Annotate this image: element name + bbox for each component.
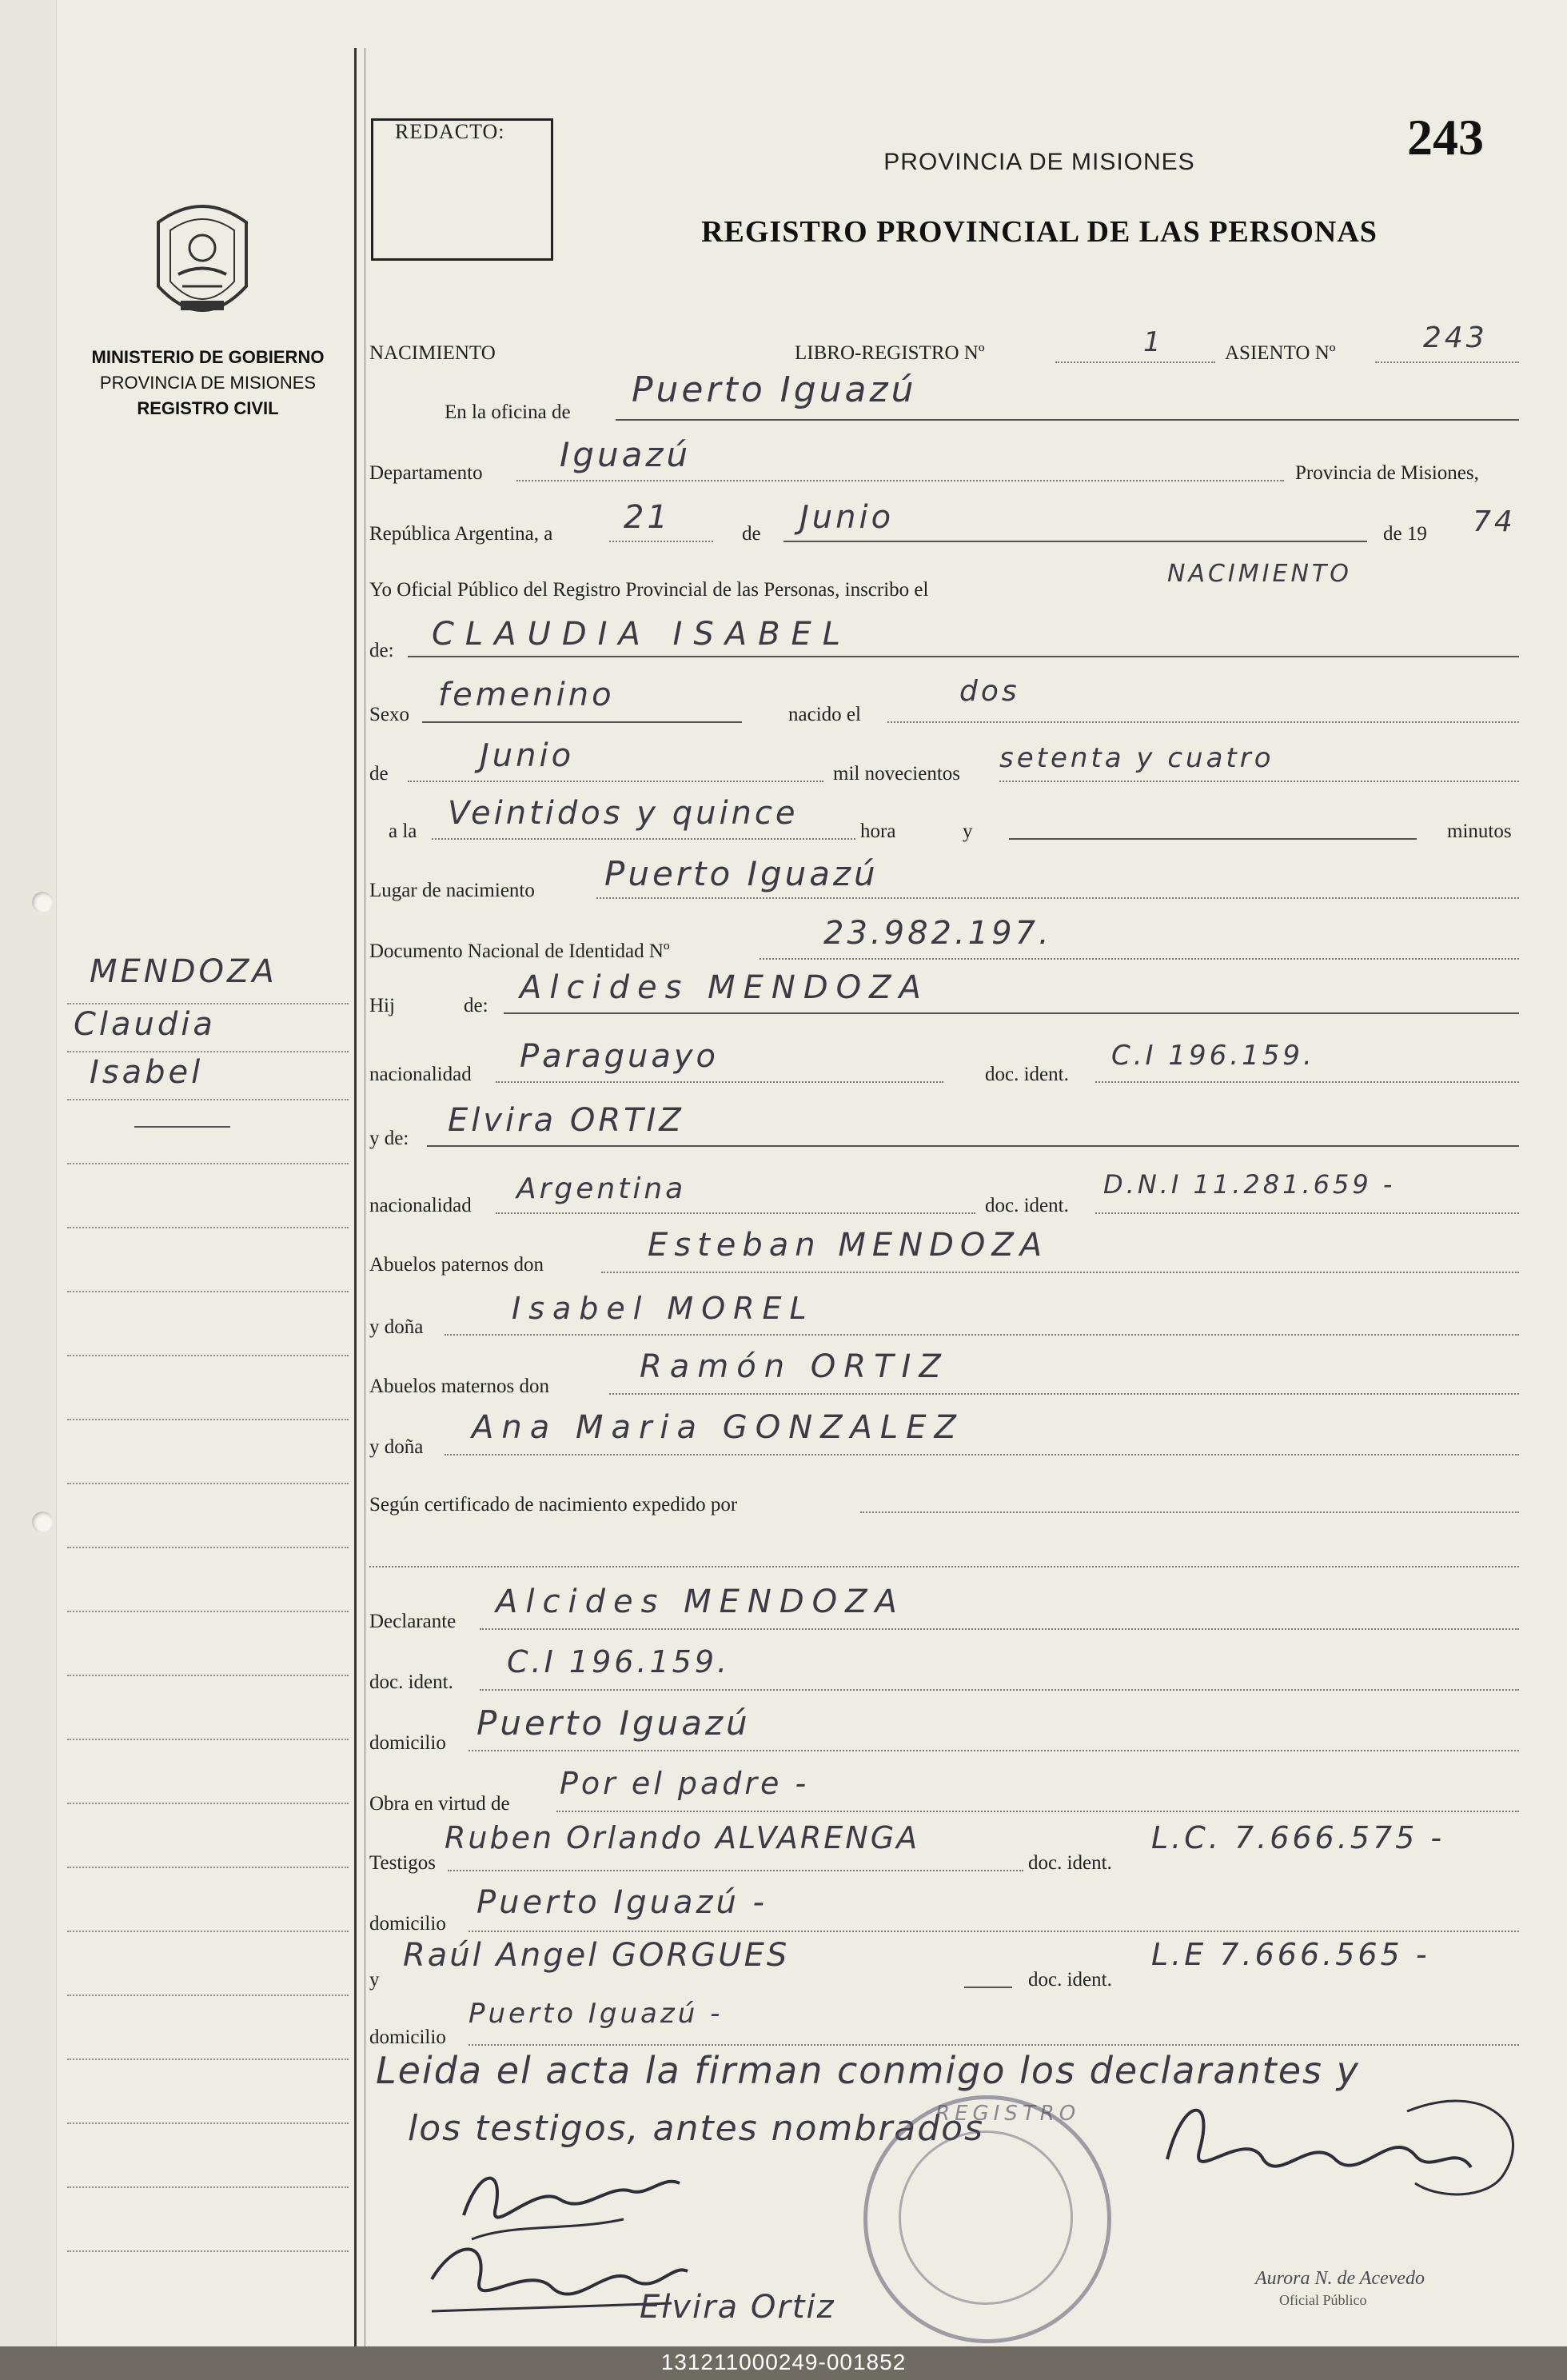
testigo1-value: Ruben Orlando ALVARENGA (445, 1820, 920, 1855)
provincial-seal-icon (142, 198, 262, 326)
doc-testigo1-label: doc. ident. (1028, 1852, 1112, 1874)
dia-value: 21 (624, 499, 671, 536)
oficina-label: En la oficina de (445, 401, 571, 423)
minutos-line (1009, 838, 1417, 840)
nacido-mes-line (408, 781, 823, 782)
official-title: Oficial Público (1279, 2292, 1367, 2308)
nacionalidad-padre-label: nacionalidad (369, 1064, 472, 1085)
obra-label: Obra en virtud de (369, 1793, 510, 1815)
sexo-value: femenino (438, 677, 615, 713)
abuelo-materno-line (609, 1393, 1519, 1395)
nacido-line (887, 721, 1519, 723)
acto-value: NACIMIENTO (1167, 560, 1352, 588)
hij-label: Hij (369, 995, 395, 1016)
margin-note-name1: Claudia (74, 1006, 216, 1043)
republica-label: República Argentina, a (369, 523, 553, 545)
margin-rule (354, 48, 357, 2346)
nombre-value: CLAUDIA ISABEL (432, 616, 852, 653)
declarante-line (480, 1628, 1519, 1630)
testigo2-value: Raúl Angel GORGUES (403, 1937, 790, 1974)
mes-line (784, 541, 1367, 542)
abuela-materna-line (445, 1454, 1519, 1456)
dni-label: Documento Nacional de Identidad Nº (369, 940, 670, 962)
doc-madre-value: D.N.I 11.281.659 - (1103, 1169, 1396, 1200)
segun-label: Según certificado de nacimiento expedido por (369, 1494, 738, 1515)
document-id: 131211000249-001852 (660, 2350, 907, 2374)
domicilio-declarante-value: Puerto Iguazú (476, 1703, 751, 1743)
doc-madre-label: doc. ident. (985, 1195, 1069, 1216)
margin-note-underline (134, 1126, 230, 1128)
domicilio-testigo1-line (469, 1931, 1519, 1932)
y-dona-materna-label: y doña (369, 1436, 424, 1458)
page-number: 243 (1407, 109, 1484, 166)
segun-line (860, 1511, 1519, 1513)
dni-line (760, 958, 1519, 960)
doc-testigo1-value: L.C. 7.666.575 - (1151, 1820, 1445, 1855)
declarante-value: Alcides MENDOZA (496, 1583, 905, 1620)
segun-line-2 (369, 1566, 1519, 1567)
testigo1-line (448, 1870, 1023, 1871)
y-de-label: y de: (369, 1128, 409, 1149)
hij-de-label: de: (464, 995, 488, 1016)
nacionalidad-madre-line (496, 1212, 975, 1214)
doc-declarante-value: C.I 196.159. (507, 1644, 731, 1679)
signer-signature: Elvira Ortiz (640, 2289, 835, 2326)
provincia-label: Provincia de Misiones, (1295, 462, 1479, 484)
hora-label: hora (860, 821, 896, 842)
lugar-label: Lugar de nacimiento (369, 880, 535, 901)
redacto-label: REDACTO: (395, 120, 505, 143)
nacionalidad-padre-value: Paraguayo (520, 1038, 719, 1075)
nacido-mes-value: Junio (480, 737, 575, 774)
domicilio-declarante-line (469, 1750, 1519, 1751)
abuelo-paterno-line (601, 1272, 1519, 1273)
asiento-value: 243 (1423, 321, 1488, 354)
doc-testigo2-label: doc. ident. (1028, 1969, 1112, 1991)
nacimiento-label: NACIMIENTO (369, 342, 496, 364)
hora-value: Veintidos y quince (448, 795, 799, 832)
a-la-label: a la (389, 821, 417, 842)
domicilio-testigo1-value: Puerto Iguazú - (476, 1884, 768, 1921)
de2-label: de (369, 763, 389, 785)
closing-line-1: Leida el acta la firman conmigo los declarantes y (376, 2049, 1360, 2092)
nacido-anio-line (999, 781, 1519, 782)
anio-value: 74 (1473, 505, 1516, 538)
abuela-paterna-line (445, 1334, 1519, 1336)
domicilio-testigo2-line (469, 2044, 1519, 2046)
stamp-text: REGISTRO (935, 2102, 1081, 2126)
nacido-label: nacido el (788, 704, 861, 725)
departamento-value: Iguazú (560, 435, 692, 474)
closing-line-2: los testigos, antes nombrados (408, 2108, 985, 2149)
punch-hole (32, 1511, 53, 1532)
margin-note-surname: MENDOZA (90, 953, 277, 990)
testigos-label: Testigos (369, 1852, 436, 1874)
dia-line (609, 541, 713, 542)
libro-line (1055, 361, 1215, 363)
footer-bar (0, 2346, 1567, 2380)
ministry-name (64, 345, 352, 369)
doc-madre-line (1095, 1212, 1519, 1214)
libro-value: 1 (1143, 326, 1164, 358)
abuela-paterna-value: Isabel MOREL (512, 1291, 815, 1326)
nacido-dia-value: dos (959, 675, 1020, 708)
asiento-label: ASIENTO Nº (1225, 342, 1336, 364)
yo-oficial-label: Yo Oficial Público del Registro Provincial de las Personas, inscribo el (369, 579, 929, 601)
punch-hole (32, 892, 53, 912)
y-dona-paterna-label: y doña (369, 1316, 424, 1338)
domicilio-testigo1-label: domicilio (369, 1913, 446, 1935)
madre-value: Elvira ORTIZ (448, 1102, 684, 1139)
doc-padre-label: doc. ident. (985, 1064, 1069, 1085)
nacido-anio-value: setenta y cuatro (999, 742, 1274, 774)
lugar-line (596, 897, 1519, 899)
domicilio-declarante-label: domicilio (369, 1732, 446, 1754)
registry-title: REGISTRO PROVINCIAL DE LAS PERSONAS (701, 215, 1378, 249)
departamento-label: Departamento (369, 462, 483, 484)
abuelo-materno-value: Ramón ORTIZ (640, 1348, 949, 1385)
libro-label: LIBRO-REGISTRO Nº (795, 342, 985, 364)
nacionalidad-madre-value: Argentina (516, 1172, 687, 1205)
abuelo-paterno-value: Esteban MENDOZA (648, 1227, 1049, 1264)
abuela-materna-value: Ana Maria GONZALEZ (472, 1409, 964, 1446)
y-testigo2-label: y (369, 1969, 380, 1991)
ministry-line-1: MINISTERIO DE GOBIERNO (91, 347, 325, 367)
doc-padre-value: C.I 196.159. (1111, 1040, 1315, 1072)
oficina-line (616, 419, 1519, 421)
doc-padre-line (1095, 1081, 1519, 1083)
dni-value: 23.982.197. (823, 915, 1052, 952)
doc-testigo2-value: L.E 7.666.565 - (1151, 1937, 1430, 1972)
mes-value: Junio (799, 499, 895, 536)
minutos-label: minutos (1447, 821, 1512, 842)
padre-line (504, 1012, 1519, 1014)
lugar-value: Puerto Iguazú (604, 854, 879, 893)
de19-label: de 19 (1383, 523, 1427, 545)
official-signature-icon (1151, 2079, 1535, 2207)
abuelos-paternos-label: Abuelos paternos don (369, 1254, 544, 1276)
declarante-label: Declarante (369, 1611, 457, 1632)
de-label: de (742, 523, 761, 545)
obra-line (556, 1811, 1519, 1812)
ministry-line-3: REGISTRO CIVIL (137, 398, 279, 418)
oficina-value: Puerto Iguazú (632, 369, 917, 410)
official-stamp-inner (899, 2130, 1073, 2305)
sexo-line (422, 721, 742, 723)
obra-value: Por el padre - (560, 1766, 810, 1801)
departamento-line (516, 480, 1284, 481)
nombre-line (408, 656, 1519, 657)
padre-value: Alcides MENDOZA (520, 969, 929, 1006)
ministry-province: PROVINCIA DE MISIONES (99, 373, 317, 393)
sexo-label: Sexo (369, 704, 409, 725)
doc-declarante-line (480, 1689, 1519, 1691)
nacionalidad-madre-label: nacionalidad (369, 1195, 472, 1216)
nacionalidad-padre-line (496, 1081, 943, 1083)
mil-novecientos-label: mil novecientos (833, 763, 960, 785)
madre-line (427, 1145, 1519, 1147)
official-name: Aurora N. de Acevedo (1255, 2268, 1425, 2289)
domicilio-testigo2-label: domicilio (369, 2027, 446, 2048)
domicilio-testigo2-value: Puerto Iguazú - (469, 1998, 724, 2030)
doc-declarante-label: doc. ident. (369, 1671, 453, 1693)
asiento-line (1375, 361, 1519, 363)
margin-note-name2: Isabel (90, 1054, 204, 1091)
binding-strip (0, 0, 57, 2346)
province-title: PROVINCIA DE MISIONES (883, 149, 1195, 175)
nombre-label: de: (369, 640, 394, 661)
testigo2-line (964, 1987, 1012, 1988)
hora-line (432, 838, 855, 840)
ministry-civil-registry (64, 397, 352, 421)
abuelos-maternos-label: Abuelos maternos don (369, 1376, 549, 1397)
y-label: y (963, 821, 973, 842)
